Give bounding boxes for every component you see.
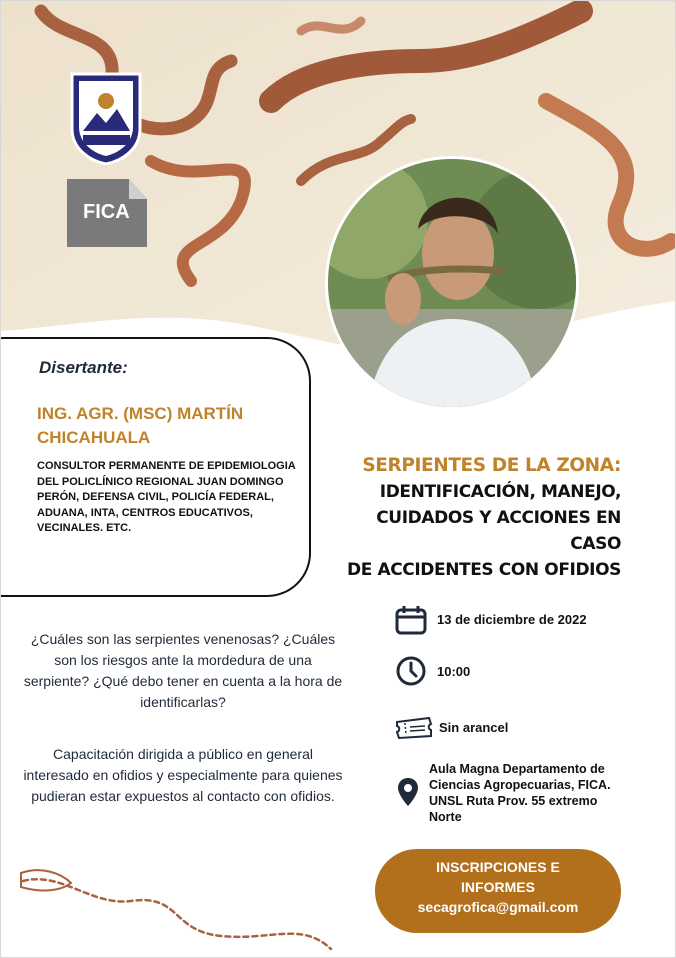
title-sub-line-2: CUIDADOS Y ACCIONES EN CASO: [376, 508, 621, 554]
event-venue: Aula Magna Departamento de Ciencias Agropecuarias, FICA. UNSL Ruta Prov. 55 extremo Norte: [429, 762, 611, 824]
speaker-label: Disertante:: [39, 358, 128, 377]
location-pin-icon: [397, 777, 419, 807]
event-price: Sin arancel: [439, 720, 509, 735]
cta-line-1: INSCRIPCIONES E: [436, 859, 560, 875]
speaker-photo: [325, 156, 579, 410]
speaker-name: ING. AGR. (MSC) MARTÍN CHICAHUALA: [37, 404, 244, 447]
calendar-icon: [395, 605, 427, 635]
event-title: [321, 453, 621, 583]
questions-text: ¿Cuáles son las serpientes venenosas? ¿Cuáles son los riesgos ante la mordedura de una serpiente? ¿Qué debo tener en cuenta a la hora de identificarlas?: [23, 631, 343, 710]
event-time: 10:00: [437, 664, 471, 679]
clock-icon: [395, 655, 427, 687]
title-sub-line-3: DE ACCIDENTES CON OFIDIOS: [347, 560, 621, 580]
unsl-logo: [67, 69, 145, 165]
title-main: SERPIENTES DE LA ZONA:: [362, 455, 621, 476]
contact-email[interactable]: secagrofica@gmail.com: [417, 899, 579, 915]
title-sub-line-1: IDENTIFICACIÓN, MANEJO,: [379, 482, 621, 502]
cta-line-2: INFORMES: [461, 879, 535, 895]
speaker-description: CONSULTOR PERMANENTE DE EPIDEMIOLOGIA DEL POLICLÍNICO REGIONAL JUAN DOMINGO PERÓN, DEFENSA CIVIL, POLICÍA FEDERAL, ADUANA, INTA, CENTROS EDUCATIVOS, VECINALES. ETC.: [37, 460, 296, 534]
speaker-photo-illustration: [328, 159, 576, 407]
event-date: 13 de diciembre de 2022: [437, 612, 587, 627]
target-audience-text: Capacitación dirigida a público en general interesado en ofidios y especialmente para quienes pudieran estar expuestos al contacto con ofidios.: [23, 746, 343, 804]
fica-logo-label: FICA: [83, 201, 130, 223]
registration-button[interactable]: [375, 849, 621, 933]
ticket-icon: [395, 716, 433, 740]
